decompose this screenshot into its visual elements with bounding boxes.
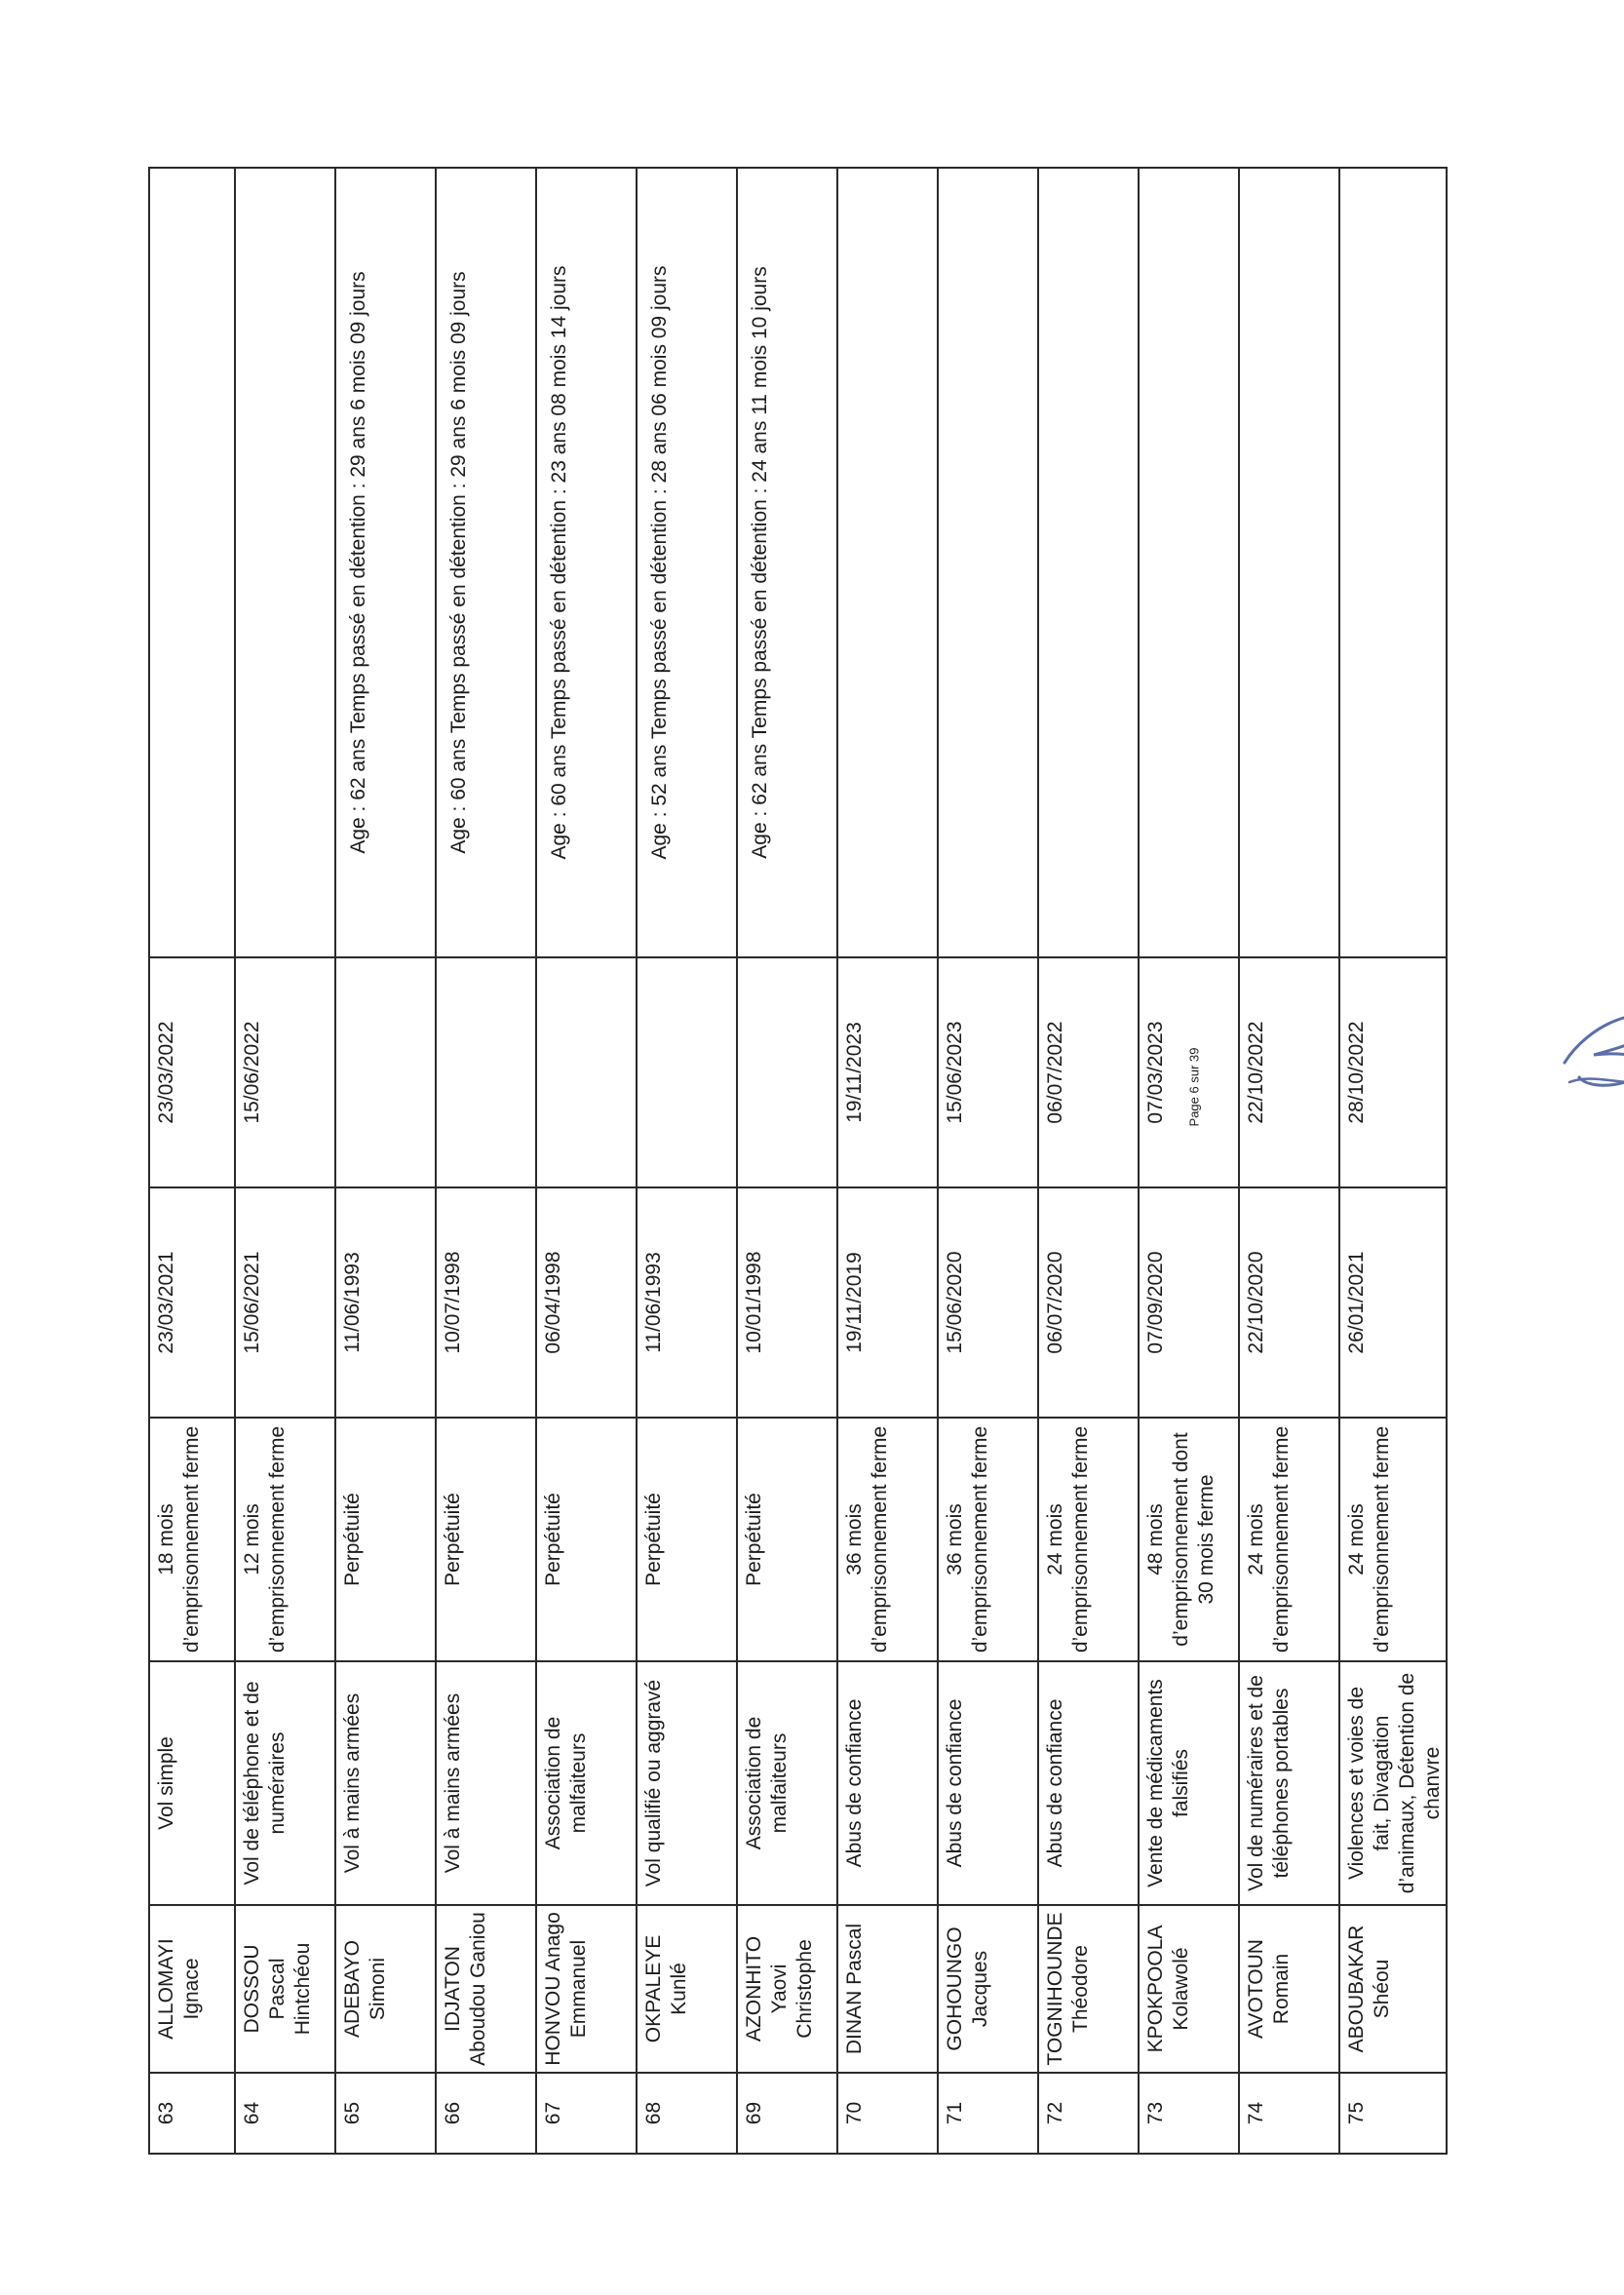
offense: Abus de confiance	[1038, 1661, 1139, 1905]
row-number: 65	[335, 2073, 436, 2154]
offense: Abus de confiance	[938, 1661, 1038, 1905]
observation: Age : 62 ans Temps passé en détention : 29 ans 6 mois 09 jours	[335, 168, 436, 957]
sentence: 24 mois d’emprisonnement ferme	[1339, 1418, 1447, 1661]
offense: Vol de numéraires et de téléphones portables	[1239, 1661, 1339, 1905]
release-date: 19/11/2023	[837, 957, 938, 1187]
detention-start-date: 11/06/1993	[335, 1187, 436, 1418]
observation	[1038, 168, 1139, 957]
observation	[235, 168, 335, 957]
observation: Age : 62 ans Temps passé en détention : 24 ans 11 mois 10 jours	[737, 168, 837, 957]
sentence: 24 mois d’emprisonnement ferme	[1239, 1418, 1339, 1661]
release-date: 06/07/2022	[1038, 957, 1139, 1187]
sentence: 36 mois d’emprisonnement ferme	[938, 1418, 1038, 1661]
observation	[837, 168, 938, 957]
detention-start-date: 15/06/2021	[235, 1187, 335, 1418]
row-number: 75	[1339, 2073, 1447, 2154]
offense: Violences et voies de fait, Divagation d’animaux, Détention de chanvre	[1339, 1661, 1447, 1905]
release-date: 23/03/2022	[149, 957, 235, 1187]
table-row	[1139, 168, 1239, 2154]
sentence: Perpétuité	[637, 1418, 737, 1661]
detainee-name: ABOUBAKAR Shéou	[1339, 1905, 1447, 2073]
row-number: 70	[837, 2073, 938, 2154]
observation	[149, 168, 235, 957]
release-date	[737, 957, 837, 1187]
table-row	[737, 168, 837, 2154]
row-number: 68	[637, 2073, 737, 2154]
detainee-table	[148, 167, 1448, 2155]
observation	[1139, 168, 1239, 957]
offense: Vol qualifié ou aggravé	[637, 1661, 737, 1905]
detention-start-date: 26/01/2021	[1339, 1187, 1447, 1418]
sentence: 24 mois d’emprisonnement ferme	[1038, 1418, 1139, 1661]
detention-start-date: 19/11/2019	[837, 1187, 938, 1418]
detention-start-date: 10/07/1998	[436, 1187, 536, 1418]
observation	[1239, 168, 1339, 957]
detainee-name: IDJATON Aboudou Ganiou	[436, 1905, 536, 2073]
release-date	[335, 957, 436, 1187]
row-number: 63	[149, 2073, 235, 2154]
release-date	[436, 957, 536, 1187]
detainee-name: OKPALEYE Kunlé	[637, 1905, 737, 2073]
observation: Age : 60 ans Temps passé en détention : 23 ans 08 mois 14 jours	[536, 168, 637, 957]
release-date	[536, 957, 637, 1187]
sentence: Perpétuité	[536, 1418, 637, 1661]
observation: Age : 52 ans Temps passé en détention : 28 ans 06 mois 09 jours	[637, 168, 737, 957]
detention-start-date: 11/06/1993	[637, 1187, 737, 1418]
row-number: 73	[1139, 2073, 1239, 2154]
detainee-name: DINAN Pascal	[837, 1905, 938, 2073]
table-row	[536, 168, 637, 2154]
detainee-name: DOSSOU Pascal Hintchéou	[235, 1905, 335, 2073]
sentence: 12 mois d’emprisonnement ferme	[235, 1418, 335, 1661]
sentence: Perpétuité	[436, 1418, 536, 1661]
detainee-name: ADEBAYO Simoni	[335, 1905, 436, 2073]
detainee-name: GOHOUNGO Jacques	[938, 1905, 1038, 2073]
release-date: 28/10/2022	[1339, 957, 1447, 1187]
release-date	[637, 957, 737, 1187]
detainee-name: HONVOU Anago Emmanuel	[536, 1905, 637, 2073]
row-number: 71	[938, 2073, 1038, 2154]
sentence: Perpétuité	[737, 1418, 837, 1661]
row-number: 74	[1239, 2073, 1339, 2154]
release-date: 15/06/2023	[938, 957, 1038, 1187]
table-row	[436, 168, 536, 2154]
table-row	[235, 168, 335, 2154]
detainee-name: AZONHITO Yaovi Christophe	[737, 1905, 837, 2073]
observation	[1339, 168, 1447, 957]
detainee-name: KPOKPOOLA Kolawolé	[1139, 1905, 1239, 2073]
detention-start-date: 10/01/1998	[737, 1187, 837, 1418]
observation	[938, 168, 1038, 957]
detainee-name: AVOTOUN Romain	[1239, 1905, 1339, 2073]
sentence: 18 mois d’emprisonnement ferme	[149, 1418, 235, 1661]
detention-start-date: 06/04/1998	[536, 1187, 637, 1418]
detention-start-date: 23/03/2021	[149, 1187, 235, 1418]
release-date: 15/06/2022	[235, 957, 335, 1187]
table-row	[149, 168, 235, 2154]
offense: Vol à mains armées	[335, 1661, 436, 1905]
offense: Association de malfaiteurs	[737, 1661, 837, 1905]
sentence: 36 mois d’emprisonnement ferme	[837, 1418, 938, 1661]
offense: Vol simple	[149, 1661, 235, 1905]
detainee-name: TOGNIHOUNDE Théodore	[1038, 1905, 1139, 2073]
offense: Association de malfaiteurs	[536, 1661, 637, 1905]
table-row	[335, 168, 436, 2154]
detainee-name: ALLOMAYI Ignace	[149, 1905, 235, 2073]
offense: Vol de téléphone et de numéraires	[235, 1661, 335, 1905]
table-body	[149, 168, 1447, 2154]
table-row	[1038, 168, 1139, 2154]
sentence: 48 mois d’emprisonnement dont 30 mois ferme	[1139, 1418, 1239, 1661]
table-row	[938, 168, 1038, 2154]
signature-initials	[1550, 994, 1624, 1102]
row-number: 72	[1038, 2073, 1139, 2154]
observation: Age : 60 ans Temps passé en détention : 29 ans 6 mois 09 jours	[436, 168, 536, 957]
offense: Vente de médicaments falsifiés	[1139, 1661, 1239, 1905]
detention-start-date: 15/06/2020	[938, 1187, 1038, 1418]
release-date: 22/10/2022	[1239, 957, 1339, 1187]
row-number: 67	[536, 2073, 637, 2154]
release-date: 07/03/2023	[1139, 957, 1239, 1187]
rotated-page	[148, 169, 1444, 2155]
offense: Abus de confiance	[837, 1661, 938, 1905]
table-row	[1339, 168, 1447, 2154]
table-row	[637, 168, 737, 2154]
detention-start-date: 07/09/2020	[1139, 1187, 1239, 1418]
offense: Vol à mains armées	[436, 1661, 536, 1905]
row-number: 66	[436, 2073, 536, 2154]
table-row	[837, 168, 938, 2154]
detention-start-date: 22/10/2020	[1239, 1187, 1339, 1418]
page-footer: Page 6 sur 39	[1186, 1047, 1202, 1127]
row-number: 64	[235, 2073, 335, 2154]
sentence: Perpétuité	[335, 1418, 436, 1661]
row-number: 69	[737, 2073, 837, 2154]
detention-start-date: 06/07/2020	[1038, 1187, 1139, 1418]
table-row	[1239, 168, 1339, 2154]
